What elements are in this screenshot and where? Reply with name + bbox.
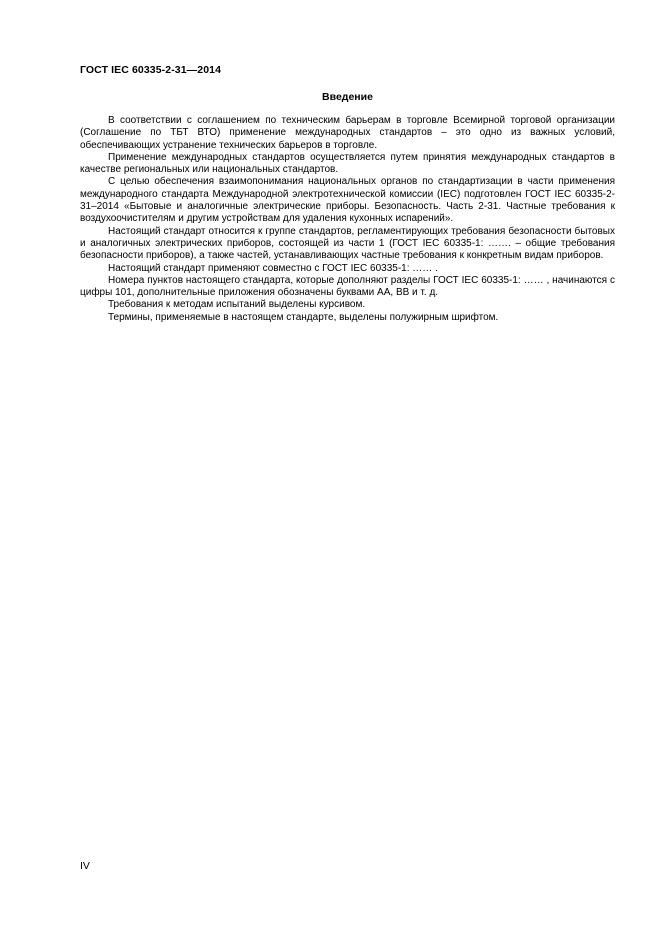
document-header: ГОСТ IEC 60335-2-31—2014 [80, 64, 222, 76]
paragraph: Номера пунктов настоящего стандарта, которые дополняют разделы ГОСТ IEC 60335-1: …… , начинаются с цифры 101, дополнительные приложения обозначены буквами АА, ВВ и т. д. [80, 274, 615, 299]
paragraph: Термины, применяемые в настоящем стандарте, выделены полужирным шрифтом. [108, 311, 499, 323]
paragraph: Применение международных стандартов осуществляется путем принятия международных стандартов в качестве региональных или национальных стандартов. [80, 151, 615, 176]
body-text [80, 115, 615, 324]
page-number: IV [80, 860, 90, 872]
paragraph: В соответствии с соглашением по техническим барьерам в торговле Всемирной торговой организации (Соглашение по ТБТ ВТО) применение международных стандартов – это одно из важных условий, обеспечивающих устранение технических барьеров в торговле. [80, 115, 615, 151]
section-title: Введение [322, 91, 373, 103]
paragraph: С целью обеспечения взаимопонимания национальных органов по стандартизации в части применения международного стандарта Международной электротехнической комиссии (IEC) подготовлен ГОСТ IEC 60335-2-31–2014 «Бытовые и аналогичные электрические приборы. Безопасность. Часть 2-31. Частные требования к воздухоочистителям и другим устройствам для удаления кухонных испарений». [80, 176, 615, 225]
paragraph: Требования к методам испытаний выделены курсивом. [108, 299, 366, 311]
paragraph: Настоящий стандарт относится к группе стандартов, регламентирующих требования безопасности бытовых и аналогичных электрических приборов, состоящей из части 1 (ГОСТ IEC 60335-1: ……. – общие требования безопасности приборов), а также частей, устанавливающих частные требования к конкретным видам приборов. [80, 225, 615, 262]
paragraph: Настоящий стандарт применяют совместно с ГОСТ IEC 60335-1: …… . [108, 262, 438, 274]
